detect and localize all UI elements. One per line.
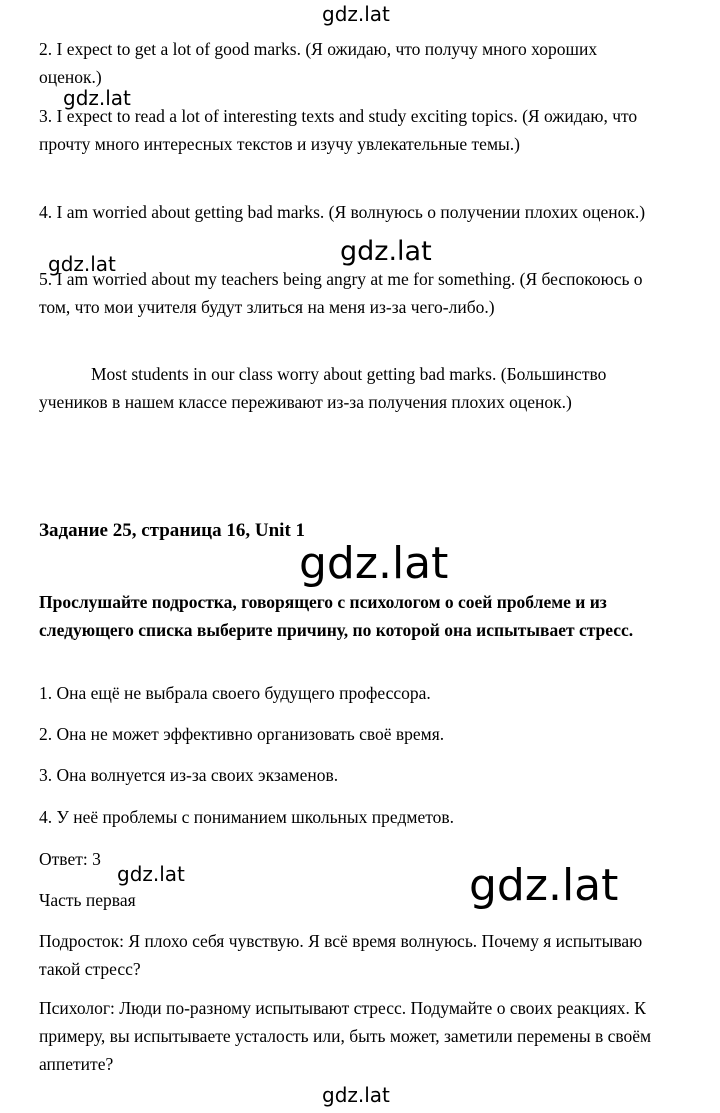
prev-answer-5: 5. I am worried about my teachers being angry at me for something. (Я беспокоюсь о том, что мои учителя будут злиться на меня из-за чего-либо.) <box>39 269 643 317</box>
task-instruction: Прослушайте подростка, говорящего с психологом о соей проблеме и из следующего списка выберите причину, по которой она испытывает стресс. <box>39 592 634 640</box>
answer: Ответ: 3 <box>39 849 101 869</box>
summary-paragraph: Most students in our class worry about getting bad marks. (Большинство учеников в нашем классе переживают из-за получения плохих оценок.) <box>39 364 607 412</box>
prev-answer-3: 3. I expect to read a lot of interesting texts and study exciting topics. (Я ожидаю, что прочту много интересных текстов и изучу увлекательные темы.) <box>39 106 638 154</box>
watermark: gdz.lat <box>63 86 131 110</box>
watermark: gdz.lat <box>48 252 116 276</box>
option-4: 4. У неё проблемы с пониманием школьных предметов. <box>39 807 455 827</box>
dialogue-teen: Подросток: Я плохо себя чувствую. Я всё время волнуюсь. Почему я испытываю такой стресс? <box>39 931 643 979</box>
watermark-top: gdz.lat <box>322 2 390 26</box>
option-1: 1. Она ещё не выбрала своего будущего професcора. <box>39 683 431 703</box>
watermark-bottom: gdz.lat <box>322 1083 390 1107</box>
part-label: Часть первая <box>39 890 136 910</box>
prev-answer-2: 2. I expect to get a lot of good marks. (Я ожидаю, что получу много хороших оценок.) <box>39 39 598 87</box>
dialogue-psychologist: Психолог: Люди по-разному испытывают стресс. Подумайте о своих реакциях. К примеру, вы испытываете усталость или, быть может, заметили перемены в своём аппетите? <box>39 998 652 1074</box>
prev-answer-4: 4. I am worried about getting bad marks. (Я волнуюсь о получении плохих оценок.) <box>39 202 646 222</box>
watermark: gdz.lat <box>299 538 449 589</box>
watermark: gdz.lat <box>117 862 185 886</box>
option-3: 3. Она волнуется из-за своих экзаменов. <box>39 765 339 785</box>
watermark: gdz.lat <box>469 860 619 911</box>
watermark: gdz.lat <box>340 236 432 267</box>
option-2: 2. Она не может эффективно организовать своё время. <box>39 724 445 744</box>
task-heading: Задание 25, страница 16, Unit 1 <box>39 520 306 541</box>
